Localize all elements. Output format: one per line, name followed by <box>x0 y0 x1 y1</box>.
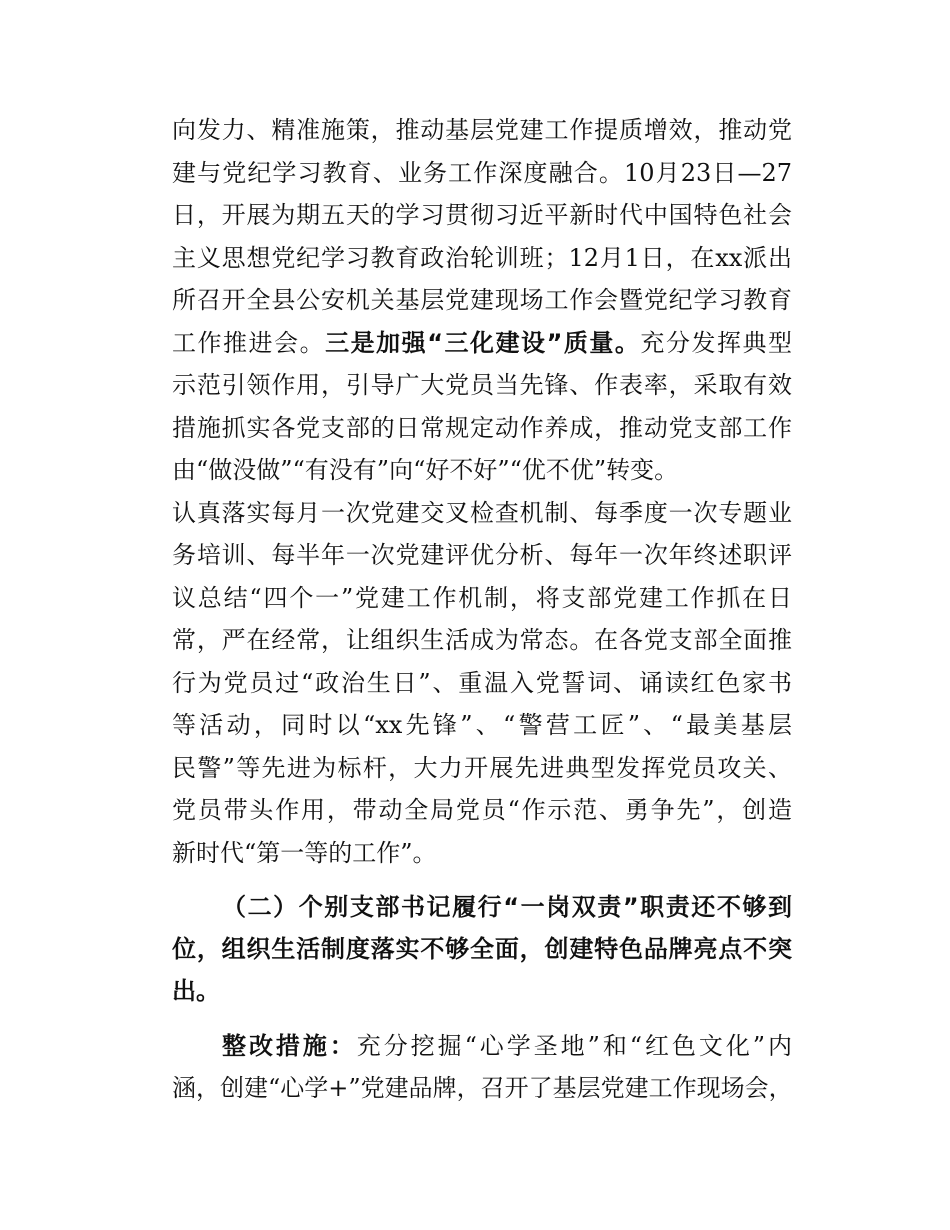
paragraph-line: 建与党纪学习教育、业务工作深度融合。10月23日—27 <box>172 158 792 187</box>
heading-line: 位，组织生活制度落实不够全面，创建特色品牌亮点不突 <box>172 935 792 963</box>
heading-line: （二）个别支部书记履行“一岗双责”职责还不够到 <box>222 893 792 921</box>
paragraph-line: 措施抓实各党支部的日常规定动作养成，推动党支部工作 <box>172 413 792 442</box>
bold-lead-phrase: 三是加强“三化建设”质量。 <box>325 328 641 357</box>
paragraph-line: 日，开展为期五天的学习贯彻习近平新时代中国特色社会 <box>172 201 792 229</box>
paragraph-line: 所召开全县公安机关基层党建现场工作会暨党纪学习教育 <box>172 286 792 314</box>
line-text: 工作推进会。 <box>172 328 326 357</box>
paragraph-line: 向发力、精准施策，推动基层党建工作提质增效，推动党 <box>172 116 792 144</box>
paragraph-line: 党员带头作用，带动全局党员“作示范、勇争先”，创造 <box>172 796 792 824</box>
line-text: 充分发挥典型 <box>640 328 793 357</box>
heading-line: 出。 <box>172 977 220 1005</box>
paragraph-line: 行为党员过“政治生日”、重温入党誓词、诵读红色家书 <box>172 668 792 697</box>
paragraph-line: 新时代“第一等的工作”。 <box>172 838 437 867</box>
paragraph-line: 涵，创建“心学+”党建品牌，召开了基层党建工作现场会， <box>172 1074 793 1102</box>
line-text: 充分挖掘“心学圣地”和“红色文化”内 <box>356 1032 793 1060</box>
paragraph-line: 主义思想党纪学习教育政治轮训班；12月1日，在xx派出 <box>172 243 792 272</box>
paragraph-line: 等活动，同时以“xx先锋”、“警营工匠”、“最美基层 <box>172 711 792 739</box>
paragraph-line <box>222 1031 792 1061</box>
paragraph-line <box>172 328 792 358</box>
rectification-label: 整改措施： <box>222 1032 357 1060</box>
paragraph-line: 认真落实每月一次党建交叉检查机制、每季度一次专题业 <box>172 498 792 527</box>
paragraph-line: 务培训、每半年一次党建评优分析、每年一次年终述职评 <box>172 541 792 569</box>
paragraph-line: 民警”等先进为标杆，大力开展先进典型发挥党员攻关、 <box>172 753 792 782</box>
paragraph-line: 由“做没做”“有没有”向“好不好”“优不优”转变。 <box>172 456 679 484</box>
paragraph-line: 示范引领作用，引导广大党员当先锋、作表率，采取有效 <box>172 371 792 399</box>
paragraph-line: 议总结“四个一”党建工作机制，将支部党建工作抓在日 <box>172 583 792 612</box>
paragraph-line: 常，严在经常，让组织生活成为常态。在各党支部全面推 <box>172 626 792 654</box>
